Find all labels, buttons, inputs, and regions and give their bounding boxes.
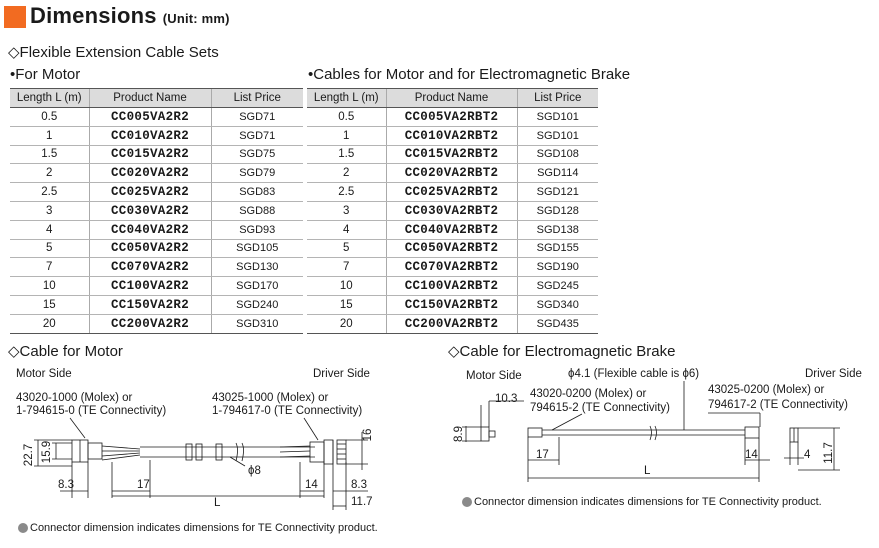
product-name-cell: CC150VA2R2 [89,295,211,314]
dim-label: 11.7 [823,442,835,464]
product-name-cell: CC010VA2R2 [89,126,211,145]
dim-label: 15.9 [41,440,53,464]
product-name-cell: CC005VA2RBT2 [386,108,517,127]
list-price-cell: SGD121 [517,183,598,202]
length-cell: 5 [307,239,386,258]
brake-motor-connector-line2: 794615-2 (TE Connectivity) [530,402,670,414]
bullet-icon [462,497,472,507]
column-header: List Price [517,89,598,108]
product-name-cell: CC070VA2R2 [89,258,211,277]
dim-label: 17 [137,479,150,491]
dim-label: 17 [536,449,549,461]
list-price-cell: SGD75 [211,145,303,164]
length-cell: 2.5 [10,183,89,202]
list-price-cell: SGD130 [211,258,303,277]
length-cell: 1.5 [307,145,386,164]
product-name-cell: CC200VA2R2 [89,314,211,333]
section-heading-flexible: ◇Flexible Extension Cable Sets [8,44,219,61]
list-price-cell: SGD101 [517,108,598,127]
dim-label: 8.3 [351,479,367,491]
product-name-cell: CC025VA2R2 [89,183,211,202]
flexible-cable-note: ϕ4.1 (Flexible cable is ϕ6) [568,368,700,380]
dim-label: 16 [362,428,374,442]
product-name-cell: CC025VA2RBT2 [386,183,517,202]
list-price-cell: SGD114 [517,164,598,183]
length-cell: 2 [10,164,89,183]
list-price-cell: SGD245 [517,277,598,296]
list-price-cell: SGD93 [211,220,303,239]
list-price-cell: SGD71 [211,126,303,145]
length-cell: 2.5 [307,183,386,202]
dim-label: ϕ8 [248,465,261,477]
product-name-cell: CC015VA2RBT2 [386,145,517,164]
column-header: Product Name [89,89,211,108]
product-name-cell: CC100VA2R2 [89,277,211,296]
product-name-cell: CC040VA2RBT2 [386,220,517,239]
length-cell: 7 [10,258,89,277]
list-price-cell: SGD79 [211,164,303,183]
length-cell: 2 [307,164,386,183]
column-header: Length L (m) [307,89,386,108]
list-price-cell: SGD88 [211,201,303,220]
product-name-cell: CC200VA2RBT2 [386,314,517,333]
list-price-cell: SGD108 [517,145,598,164]
list-price-cell: SGD105 [211,239,303,258]
list-price-cell: SGD71 [211,108,303,127]
product-name-cell: CC070VA2RBT2 [386,258,517,277]
dim-label: L [644,465,651,477]
dim-label: 4 [804,449,811,461]
length-cell: 10 [307,277,386,296]
motor-connector-line1: 43020-1000 (Molex) or [16,392,133,404]
dim-label: 11.7 [351,496,373,508]
brake-cable-left-terminal [528,428,542,437]
length-cell: 15 [307,295,386,314]
brake-cable-right-terminal [745,427,759,438]
brake-note: Connector dimension indicates dimensions for TE Connectivity product. [462,496,822,508]
list-price-cell: SGD170 [211,277,303,296]
product-name-cell: CC050VA2RBT2 [386,239,517,258]
length-cell: 3 [307,201,386,220]
table-brake-heading: •Cables for Motor and for Electromagnetic Brake [308,66,631,83]
driver-connector-line1: 43025-1000 (Molex) or [212,392,329,404]
list-price-cell: SGD310 [211,314,303,333]
brake-driver-connector-line1: 43025-0200 (Molex) or [708,384,825,396]
column-header: Product Name [386,89,517,108]
list-price-cell: SGD340 [517,295,598,314]
dim-label: 8.9 [453,426,465,442]
length-cell: 1 [307,126,386,145]
brake-driver-side-label: Driver Side [805,368,862,380]
length-cell: 20 [10,314,89,333]
list-price-cell: SGD435 [517,314,598,333]
length-cell: 15 [10,295,89,314]
motor-side-label: Motor Side [16,368,72,380]
product-name-cell: CC020VA2RBT2 [386,164,517,183]
length-cell: 3 [10,201,89,220]
length-cell: 0.5 [307,108,386,127]
dim-label: 10.3 [495,393,518,405]
length-cell: 1 [10,126,89,145]
motor-connector-line2: 1-794615-0 (TE Connectivity) [16,405,167,417]
list-price-cell: SGD240 [211,295,303,314]
list-price-cell: SGD190 [517,258,598,277]
brake-motor-connector-shape [481,427,489,441]
dim-label: 22.7 [23,443,35,467]
length-cell: 4 [307,220,386,239]
length-cell: 0.5 [10,108,89,127]
product-name-cell: CC015VA2R2 [89,145,211,164]
list-price-cell: SGD155 [517,239,598,258]
table-motor-heading: •For Motor [10,66,81,83]
column-header: List Price [211,89,303,108]
product-name-cell: CC050VA2R2 [89,239,211,258]
product-name-cell: CC005VA2R2 [89,108,211,127]
length-cell: 1.5 [10,145,89,164]
driver-side-label: Driver Side [313,368,370,380]
length-cell: 10 [10,277,89,296]
section-heading-cable-motor: ◇Cable for Motor [8,343,123,360]
list-price-cell: SGD101 [517,126,598,145]
driver-connector-line2: 1-794617-0 (TE Connectivity) [212,405,363,417]
dim-label: 8.3 [58,479,74,491]
product-name-cell: CC040VA2R2 [89,220,211,239]
page-title: Dimensions (Unit: mm) [30,3,230,28]
product-name-cell: CC150VA2RBT2 [386,295,517,314]
length-cell: 20 [307,314,386,333]
brake-motor-side-label: Motor Side [466,370,522,382]
product-name-cell: CC020VA2R2 [89,164,211,183]
title-unit: (Unit: mm) [162,11,230,26]
brake-motor-connector-line1: 43020-0200 (Molex) or [530,388,647,400]
length-cell: 5 [10,239,89,258]
brake-driver-connector-line2: 794617-2 (TE Connectivity) [708,399,848,411]
length-cell: 7 [307,258,386,277]
list-price-cell: SGD83 [211,183,303,202]
product-name-cell: CC030VA2R2 [89,201,211,220]
product-name-cell: CC010VA2RBT2 [386,126,517,145]
motor-note: Connector dimension indicates dimensions for TE Connectivity product. [18,522,378,534]
dim-label: 14 [745,449,758,461]
length-cell: 4 [10,220,89,239]
section-heading-cable-brake: ◇Cable for Electromagnetic Brake [448,343,676,360]
list-price-cell: SGD128 [517,201,598,220]
dim-label: L [214,497,221,509]
dim-label: 14 [305,479,318,491]
product-name-cell: CC030VA2RBT2 [386,201,517,220]
column-header: Length L (m) [10,89,89,108]
list-price-cell: SGD138 [517,220,598,239]
product-name-cell: CC100VA2RBT2 [386,277,517,296]
